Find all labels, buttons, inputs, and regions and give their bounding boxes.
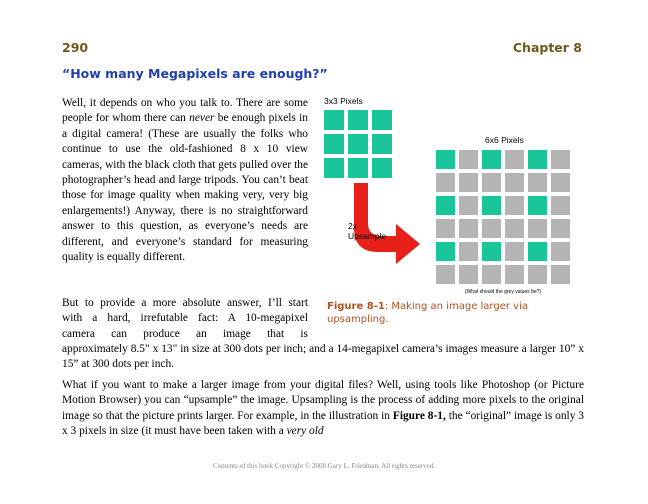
copyright-footer: Contents of this book Copyright © 2008 Gary L. Friedman. All rights reserved. [212, 462, 436, 470]
large-grid-pixel [551, 150, 570, 169]
large-pixel-grid [436, 150, 570, 284]
p1-text: Well, it depends on who you talk to. There are some people for whom there can never be enough pixels in a digital camera! (These are usually the folks who continue to use the old-fashioned 8 x 10 view cameras, with the black cloth that gets pulled over the photographer’s head and large tripods. You can’t beat those for image quality when making very, very big enlargements!) Anyway, there is no straightforward answer to this question, as everyone’s needs are different, and everyone’s standard for measuring quality is equally different. [62, 97, 308, 264]
page-number: 290 [62, 40, 89, 55]
large-grid-pixel [528, 242, 547, 261]
p2-line2: with a hard, irrefutable fact: A 10-megapixel [62, 312, 308, 325]
grey-values-note: (What should the grey values be?) [464, 289, 542, 295]
large-grid-pixel [459, 242, 478, 261]
large-grid-pixel [436, 196, 455, 215]
large-grid-pixel [551, 219, 570, 238]
p3-text-a: What if you want to make a larger image from your digital files? Well, using tools like Photoshop (or Picture Motion Browser) you can “upsample” the image. Upsampling is the process of adding more pixels to the original image so that the picture prints larger. For example, in the illustration in [62, 379, 584, 422]
large-grid-pixel [528, 219, 547, 238]
upsample-arrow-icon [354, 183, 420, 264]
paragraph-2-start [62, 296, 308, 342]
small-grid-pixel [372, 158, 392, 178]
large-grid-pixel [482, 173, 501, 192]
large-grid-pixel [436, 242, 455, 261]
arrow-label-upsample: Upsample [348, 231, 387, 241]
chapter-label: Chapter 8 [512, 40, 582, 55]
paragraph-1 [62, 96, 308, 265]
large-grid-pixel [505, 173, 524, 192]
large-grid-pixel [459, 265, 478, 284]
large-grid-pixel [482, 242, 501, 261]
arrow-label-2x: 2x [348, 221, 357, 231]
large-grid-pixel [551, 173, 570, 192]
large-grid-pixel [459, 219, 478, 238]
large-grid-pixel [436, 150, 455, 169]
large-grid-pixel [459, 196, 478, 215]
large-grid-pixel [482, 150, 501, 169]
small-grid-pixel [348, 110, 368, 130]
p3-text-b: the “original” image is only 3 x 3 pixels in size (it must have been taken with a [62, 409, 584, 438]
large-grid-pixel [459, 173, 478, 192]
large-grid-pixel [551, 242, 570, 261]
large-grid-pixel [436, 219, 455, 238]
caption-text: : Making an image larger via upsampling. [327, 301, 528, 325]
p3-emphasis: very old [286, 425, 324, 438]
large-grid-pixel [482, 265, 501, 284]
small-grid-pixel [324, 134, 344, 154]
large-grid-pixel [436, 173, 455, 192]
small-grid-pixel [372, 110, 392, 130]
small-grid-pixel [324, 110, 344, 130]
small-grid-pixel [324, 158, 344, 178]
large-grid-pixel [505, 242, 524, 261]
figure-reference: Figure 8-1, [392, 409, 446, 422]
large-grid-pixel [505, 265, 524, 284]
label-3x3: 3x3 Pixels [324, 96, 363, 106]
paragraph-3 [62, 378, 584, 440]
large-grid-pixel [505, 150, 524, 169]
large-grid-pixel [505, 219, 524, 238]
label-6x6: 6x6 Pixels [485, 135, 524, 145]
small-grid-pixel [348, 134, 368, 154]
large-grid-pixel [482, 219, 501, 238]
p2-line1: But to provide a more absolute answer, I’ll start [62, 297, 308, 309]
large-grid-pixel [505, 196, 524, 215]
small-grid-pixel [348, 158, 368, 178]
large-grid-pixel [528, 196, 547, 215]
large-grid-pixel [528, 173, 547, 192]
p1-emphasis: never [189, 112, 215, 125]
p2-line3: camera can produce an image that is [62, 327, 308, 340]
large-grid-pixel [528, 265, 547, 284]
section-title: “How many Megapixels are enough?” [62, 66, 328, 81]
large-grid-pixel [482, 196, 501, 215]
large-grid-pixel [459, 150, 478, 169]
large-grid-pixel [528, 150, 547, 169]
upsample-figure [316, 90, 588, 300]
small-grid-pixel [372, 134, 392, 154]
figure-caption [327, 300, 567, 326]
caption-label: Figure 8-1 [327, 301, 385, 312]
large-grid-pixel [436, 265, 455, 284]
small-pixel-grid [324, 110, 392, 178]
large-grid-pixel [551, 196, 570, 215]
paragraph-2-rest: approximately 8.5" x 13" in size at 300 dots per inch; and a 14-megapixel camera’s images measure a larger 10” x 15” at 300 dots per inch. [62, 343, 584, 371]
large-grid-pixel [551, 265, 570, 284]
